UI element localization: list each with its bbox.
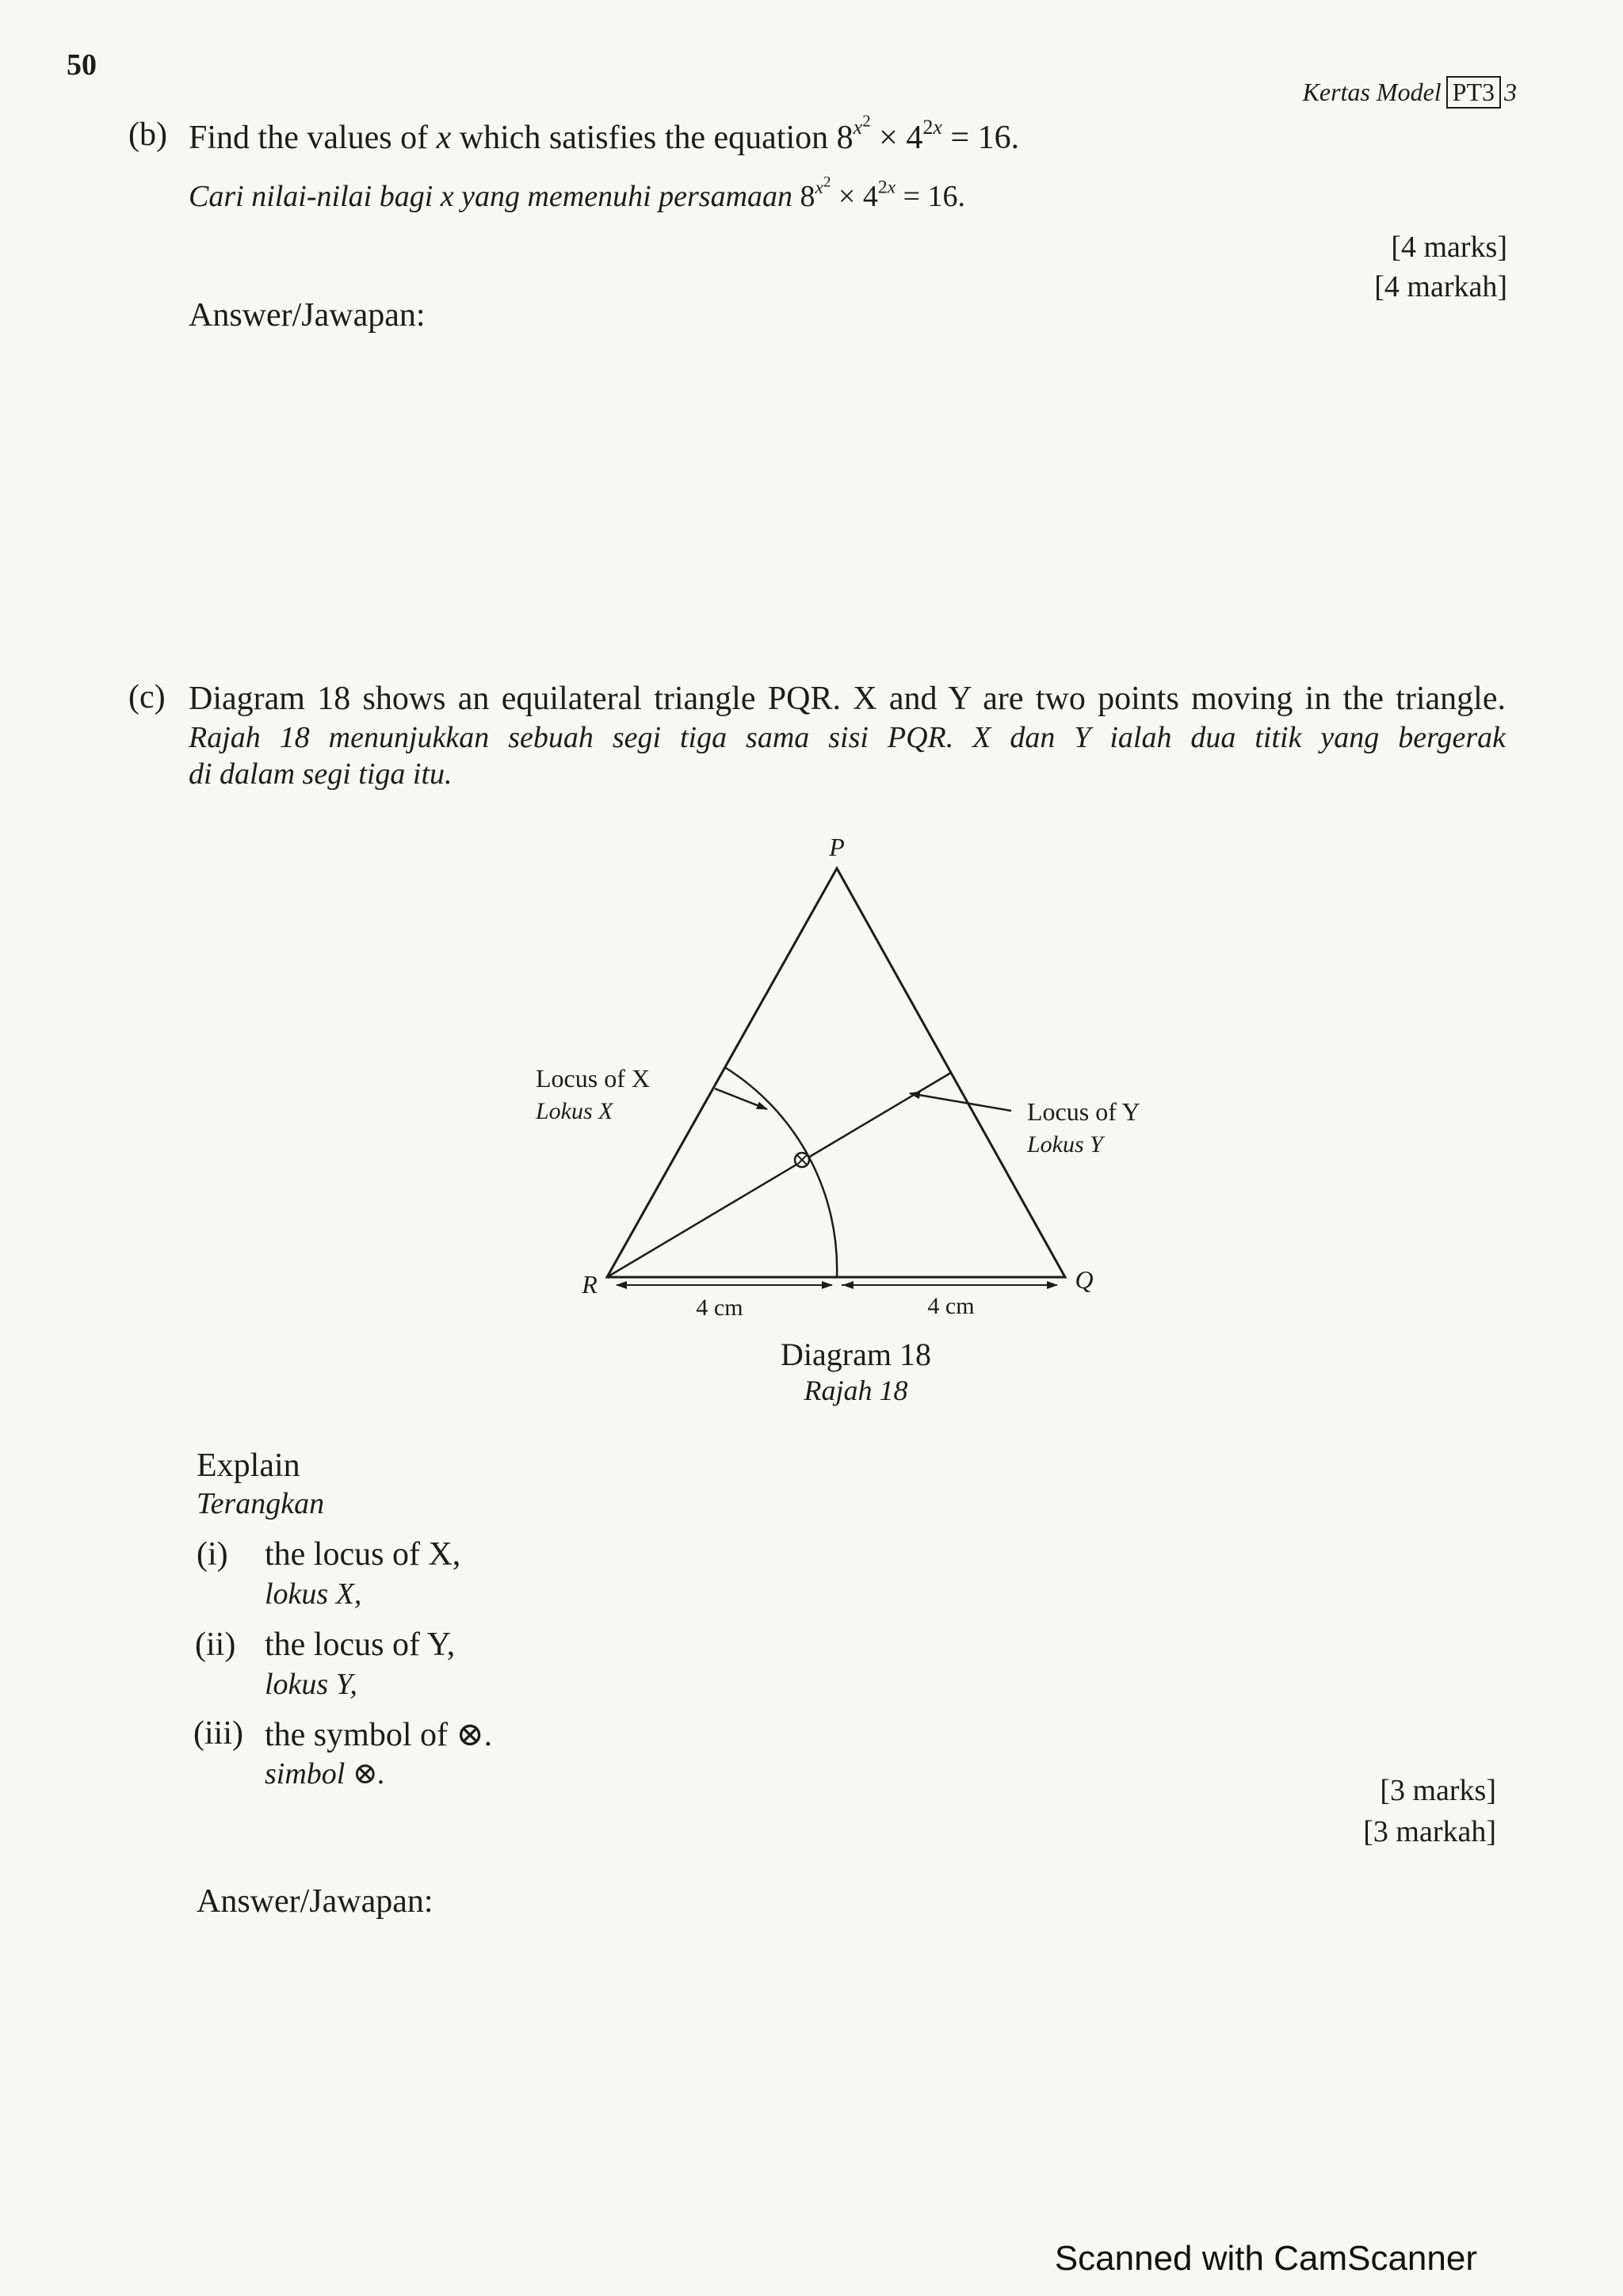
paper-label: [1303, 76, 1517, 109]
part-c-label: (c): [128, 679, 166, 715]
part-b-answer-label: Answer/Jawapan:: [189, 297, 426, 334]
diagram-caption-en: Diagram 18: [781, 1337, 931, 1372]
item-iii-number: (iii): [193, 1715, 243, 1752]
part-b-marks-en: [1391, 230, 1507, 265]
part-c-question-en: Diagram 18 shows an equilateral triangle PQR. X and Y are two points moving in the triangle.: [189, 681, 1506, 717]
explain-label-en: Explain: [197, 1447, 300, 1484]
part-b-question-en: [189, 111, 1020, 157]
vertex-r-label: R: [582, 1270, 598, 1299]
locus-y-label-en: Locus of Y: [1027, 1097, 1140, 1126]
vertex-q-label: Q: [1075, 1265, 1094, 1294]
part-b-question-ms: [189, 174, 966, 214]
part-c-marks-en: [3 marks]: [1380, 1774, 1496, 1807]
item-i-number: (i): [197, 1536, 228, 1573]
locus-x-pointer-arrow: [715, 1089, 767, 1109]
paper-code-box: PT3: [1446, 76, 1501, 109]
part-c-marks-ms: [3 markah]: [1363, 1815, 1496, 1848]
dimension-label-left: 4 cm: [696, 1295, 743, 1321]
triangle-pqr: [607, 868, 1065, 1277]
locus-x-label-en: Locus of X: [536, 1064, 650, 1093]
part-b-label: (b): [128, 116, 167, 153]
paper-label-text: Kertas Model: [1302, 78, 1442, 106]
item-i-text-ms: lokus X,: [265, 1577, 362, 1611]
locus-y-line: [607, 1073, 951, 1277]
item-i-text-en: the locus of X,: [265, 1536, 461, 1573]
part-c-answer-label: Answer/Jawapan:: [197, 1883, 433, 1920]
intersection-symbol-icon: [795, 1153, 809, 1167]
locus-y-label-ms: Lokus Y: [1027, 1131, 1103, 1158]
part-c-question-ms-line2: di dalam segi tiga itu.: [189, 757, 453, 791]
scanner-watermark: Scanned with CamScanner: [1054, 2239, 1477, 2278]
item-iii-text-ms: simbol ⊗.: [265, 1757, 386, 1791]
part-b-marks-ms: [1374, 269, 1507, 304]
diagram-18: [507, 824, 1205, 1331]
explain-label-ms: Terangkan: [197, 1487, 325, 1520]
item-ii-text-ms: lokus Y,: [265, 1668, 357, 1701]
dimension-label-right: 4 cm: [927, 1293, 975, 1319]
item-ii-number: (ii): [195, 1627, 236, 1663]
part-b-question-en-text: Find the values of x which satisfies the equation $8^{x^2} \times 4^{2x} = 16$.: [189, 111, 1020, 156]
part-c-question-ms: [189, 719, 1506, 792]
part-b-marks-en-text: [4 marks]: [1391, 231, 1507, 264]
part-c-question-ms-line1: Rajah 18 menunjukkan sebuah segi tiga sama sisi PQR. X dan Y ialah dua titik yang bergerak: [189, 721, 1506, 754]
paper-number: 3: [1504, 78, 1517, 106]
locus-x-label-ms: Lokus X: [536, 1098, 613, 1124]
item-iii-text-en: the symbol of ⊗.: [265, 1717, 493, 1753]
part-b-marks-ms-text: [4 markah]: [1374, 270, 1507, 303]
page-number: 50: [67, 48, 97, 82]
vertex-p-label: P: [829, 833, 845, 861]
diagram-caption-ms: Rajah 18: [804, 1375, 908, 1406]
part-b-question-ms-text: Cari nilai-nilai bagi x yang memenuhi persamaan $8^{x^2} \times 4^{2x} = 16$.: [189, 174, 966, 213]
locus-y-pointer-arrow: [910, 1093, 1011, 1111]
item-ii-text-en: the locus of Y,: [265, 1627, 456, 1663]
